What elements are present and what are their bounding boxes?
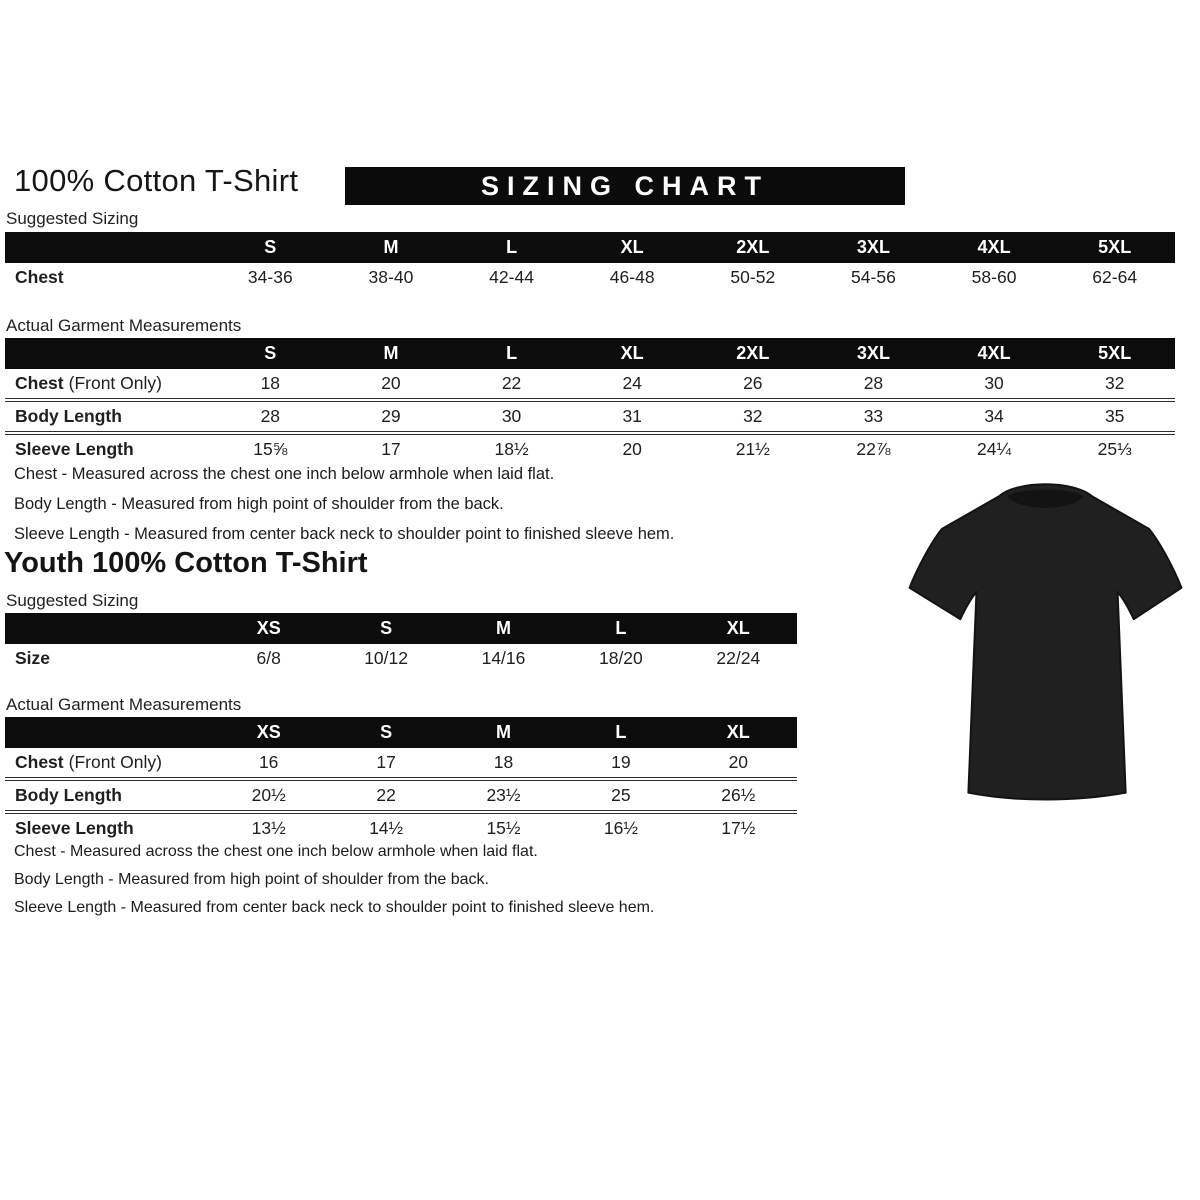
adult-actual-measurements-label: Actual Garment Measurements bbox=[6, 316, 242, 335]
cell: 18 bbox=[493, 752, 514, 772]
cell: 13½ bbox=[251, 818, 286, 838]
youth-suggested-sizing-label: Suggested Sizing bbox=[6, 591, 139, 610]
note-body: Body Length - Measured from high point of shoulder from the back. bbox=[14, 871, 489, 888]
column-header-l: L bbox=[615, 618, 627, 638]
cell: 15½ bbox=[486, 818, 521, 838]
cell: 30 bbox=[501, 406, 522, 426]
column-header-2xl: 2XL bbox=[736, 343, 770, 363]
adult-measurement-notes bbox=[14, 463, 674, 553]
cell: 22⅞ bbox=[856, 439, 891, 459]
cell: 17 bbox=[376, 752, 396, 772]
cell: 26 bbox=[743, 373, 763, 393]
cell: 17 bbox=[381, 439, 401, 459]
table-row-size bbox=[5, 644, 797, 673]
row-label bbox=[5, 781, 210, 810]
column-header-l: L bbox=[615, 722, 627, 742]
row-label-text: Sleeve Length bbox=[15, 439, 134, 459]
row-label-text: Body Length bbox=[15, 785, 122, 805]
cell: 25 bbox=[611, 785, 631, 805]
tshirt-graphic bbox=[893, 466, 1198, 816]
cell: 32 bbox=[1104, 373, 1125, 393]
cell: 22 bbox=[376, 785, 396, 805]
column-header-s: S bbox=[380, 722, 393, 742]
row-label-note: (Front Only) bbox=[68, 373, 162, 393]
cell: 14/16 bbox=[481, 648, 526, 668]
tshirt-body-shape bbox=[910, 484, 1182, 799]
cell: 34 bbox=[984, 406, 1004, 426]
cell: 6/8 bbox=[256, 648, 281, 668]
cell: 31 bbox=[622, 406, 642, 426]
column-header-s: S bbox=[380, 618, 393, 638]
cell: 18½ bbox=[494, 439, 529, 459]
column-header-s: S bbox=[264, 237, 277, 257]
cell: 21½ bbox=[735, 439, 770, 459]
cell: 10/12 bbox=[364, 648, 408, 668]
table-row-chest bbox=[5, 748, 797, 777]
note-chest: Chest - Measured across the chest one inch below armhole when laid flat. bbox=[14, 843, 538, 860]
column-header-5xl: 5XL bbox=[1098, 343, 1132, 363]
note-body: Body Length - Measured from high point of shoulder from the back. bbox=[14, 495, 504, 513]
page-title: 100% Cotton T-Shirt bbox=[14, 163, 299, 198]
row-label bbox=[5, 369, 210, 398]
cell: 58-60 bbox=[971, 267, 1017, 287]
cell: 54-56 bbox=[851, 267, 896, 287]
banner-title: SIZING CHART bbox=[481, 170, 769, 201]
column-header-m: M bbox=[383, 343, 399, 363]
table-row-body-length bbox=[5, 777, 797, 810]
cell: 30 bbox=[984, 373, 1004, 393]
column-header-l: L bbox=[506, 343, 518, 363]
youth-actual-measurements-table bbox=[5, 717, 797, 843]
table-header-row bbox=[5, 232, 1175, 263]
cell: 62-64 bbox=[1092, 267, 1138, 287]
column-header-m: M bbox=[495, 722, 511, 742]
table-row-sleeve-length bbox=[5, 810, 797, 843]
column-header-xs: XS bbox=[256, 618, 281, 638]
note-sleeve: Sleeve Length - Measured from center back neck to shoulder point to finished sleeve hem. bbox=[14, 899, 655, 916]
column-header-l: L bbox=[506, 237, 518, 257]
table-row-sleeve-length bbox=[5, 431, 1175, 464]
column-header-4xl: 4XL bbox=[977, 343, 1011, 363]
cell: 38-40 bbox=[368, 267, 414, 287]
cell: 50-52 bbox=[730, 267, 776, 287]
cell: 26½ bbox=[721, 785, 756, 805]
cell: 24¼ bbox=[977, 439, 1012, 459]
row-label-text: Chest bbox=[15, 752, 64, 772]
cell: 18 bbox=[260, 373, 281, 393]
cell: 32 bbox=[743, 406, 763, 426]
row-label bbox=[5, 402, 210, 431]
note-sleeve: Sleeve Length - Measured from center back neck to shoulder point to finished sleeve hem. bbox=[14, 525, 675, 543]
cell: 20 bbox=[622, 439, 642, 459]
column-header-xl: XL bbox=[726, 722, 750, 742]
cell: 23½ bbox=[486, 785, 521, 805]
cell: 20½ bbox=[251, 785, 286, 805]
column-header-blank bbox=[5, 338, 210, 369]
note-chest: Chest - Measured across the chest one inch below armhole when laid flat. bbox=[14, 465, 555, 483]
cell: 14½ bbox=[369, 818, 404, 838]
row-label-text: Chest bbox=[15, 373, 64, 393]
table-header-row bbox=[5, 338, 1175, 369]
row-label-text: Sleeve Length bbox=[15, 818, 134, 838]
row-label-text: Body Length bbox=[15, 406, 122, 426]
cell: 20 bbox=[728, 752, 749, 772]
cell: 35 bbox=[1104, 406, 1125, 426]
cell: 22 bbox=[501, 373, 522, 393]
cell: 20 bbox=[381, 373, 401, 393]
cell: 42-44 bbox=[489, 267, 534, 287]
row-label-text: Size bbox=[15, 648, 51, 668]
youth-measurement-notes bbox=[14, 841, 654, 925]
tshirt-image bbox=[893, 466, 1198, 816]
row-label bbox=[5, 644, 210, 673]
sizing-chart-banner bbox=[345, 167, 905, 205]
row-label-text: Chest bbox=[15, 267, 64, 287]
cell: 28 bbox=[260, 406, 281, 426]
column-header-4xl: 4XL bbox=[977, 237, 1011, 257]
column-header-m: M bbox=[495, 618, 511, 638]
column-header-2xl: 2XL bbox=[736, 237, 770, 257]
column-header-3xl: 3XL bbox=[856, 237, 890, 257]
column-header-blank bbox=[5, 613, 210, 644]
cell: 18/20 bbox=[598, 648, 643, 668]
table-header-row bbox=[5, 613, 797, 644]
table-row-chest bbox=[5, 369, 1175, 398]
row-label bbox=[5, 748, 210, 777]
table-row-chest bbox=[5, 263, 1175, 292]
column-header-xl: XL bbox=[620, 237, 644, 257]
adult-suggested-sizing-label: Suggested Sizing bbox=[6, 209, 139, 228]
column-header-xl: XL bbox=[726, 618, 750, 638]
cell: 16½ bbox=[603, 818, 638, 838]
column-header-m: M bbox=[383, 237, 399, 257]
youth-section-title: Youth 100% Cotton T-Shirt bbox=[4, 547, 368, 579]
row-label-note: (Front Only) bbox=[68, 752, 162, 772]
column-header-3xl: 3XL bbox=[856, 343, 890, 363]
row-label bbox=[5, 435, 210, 464]
column-header-xs: XS bbox=[256, 722, 281, 742]
adult-suggested-sizing-table bbox=[5, 232, 1175, 292]
row-label bbox=[5, 814, 210, 843]
column-header-xl: XL bbox=[620, 343, 644, 363]
cell: 33 bbox=[863, 406, 884, 426]
adult-actual-measurements-table bbox=[5, 338, 1175, 464]
cell: 34-36 bbox=[247, 267, 293, 287]
cell: 24 bbox=[622, 373, 642, 393]
youth-actual-measurements-label: Actual Garment Measurements bbox=[6, 695, 242, 714]
column-header-blank bbox=[5, 232, 210, 263]
cell: 19 bbox=[611, 752, 631, 772]
cell: 17½ bbox=[721, 818, 756, 838]
youth-suggested-sizing-table bbox=[5, 613, 797, 673]
column-header-s: S bbox=[264, 343, 277, 363]
column-header-blank bbox=[5, 717, 210, 748]
cell: 22/24 bbox=[716, 648, 761, 668]
cell: 28 bbox=[863, 373, 884, 393]
cell: 16 bbox=[258, 752, 279, 772]
cell: 15⅝ bbox=[253, 439, 288, 459]
cell: 29 bbox=[381, 406, 401, 426]
cell: 46-48 bbox=[609, 267, 655, 287]
table-row-body-length bbox=[5, 398, 1175, 431]
table-header-row bbox=[5, 717, 797, 748]
cell: 25⅓ bbox=[1097, 439, 1132, 459]
row-label bbox=[5, 263, 210, 292]
column-header-5xl: 5XL bbox=[1098, 237, 1132, 257]
